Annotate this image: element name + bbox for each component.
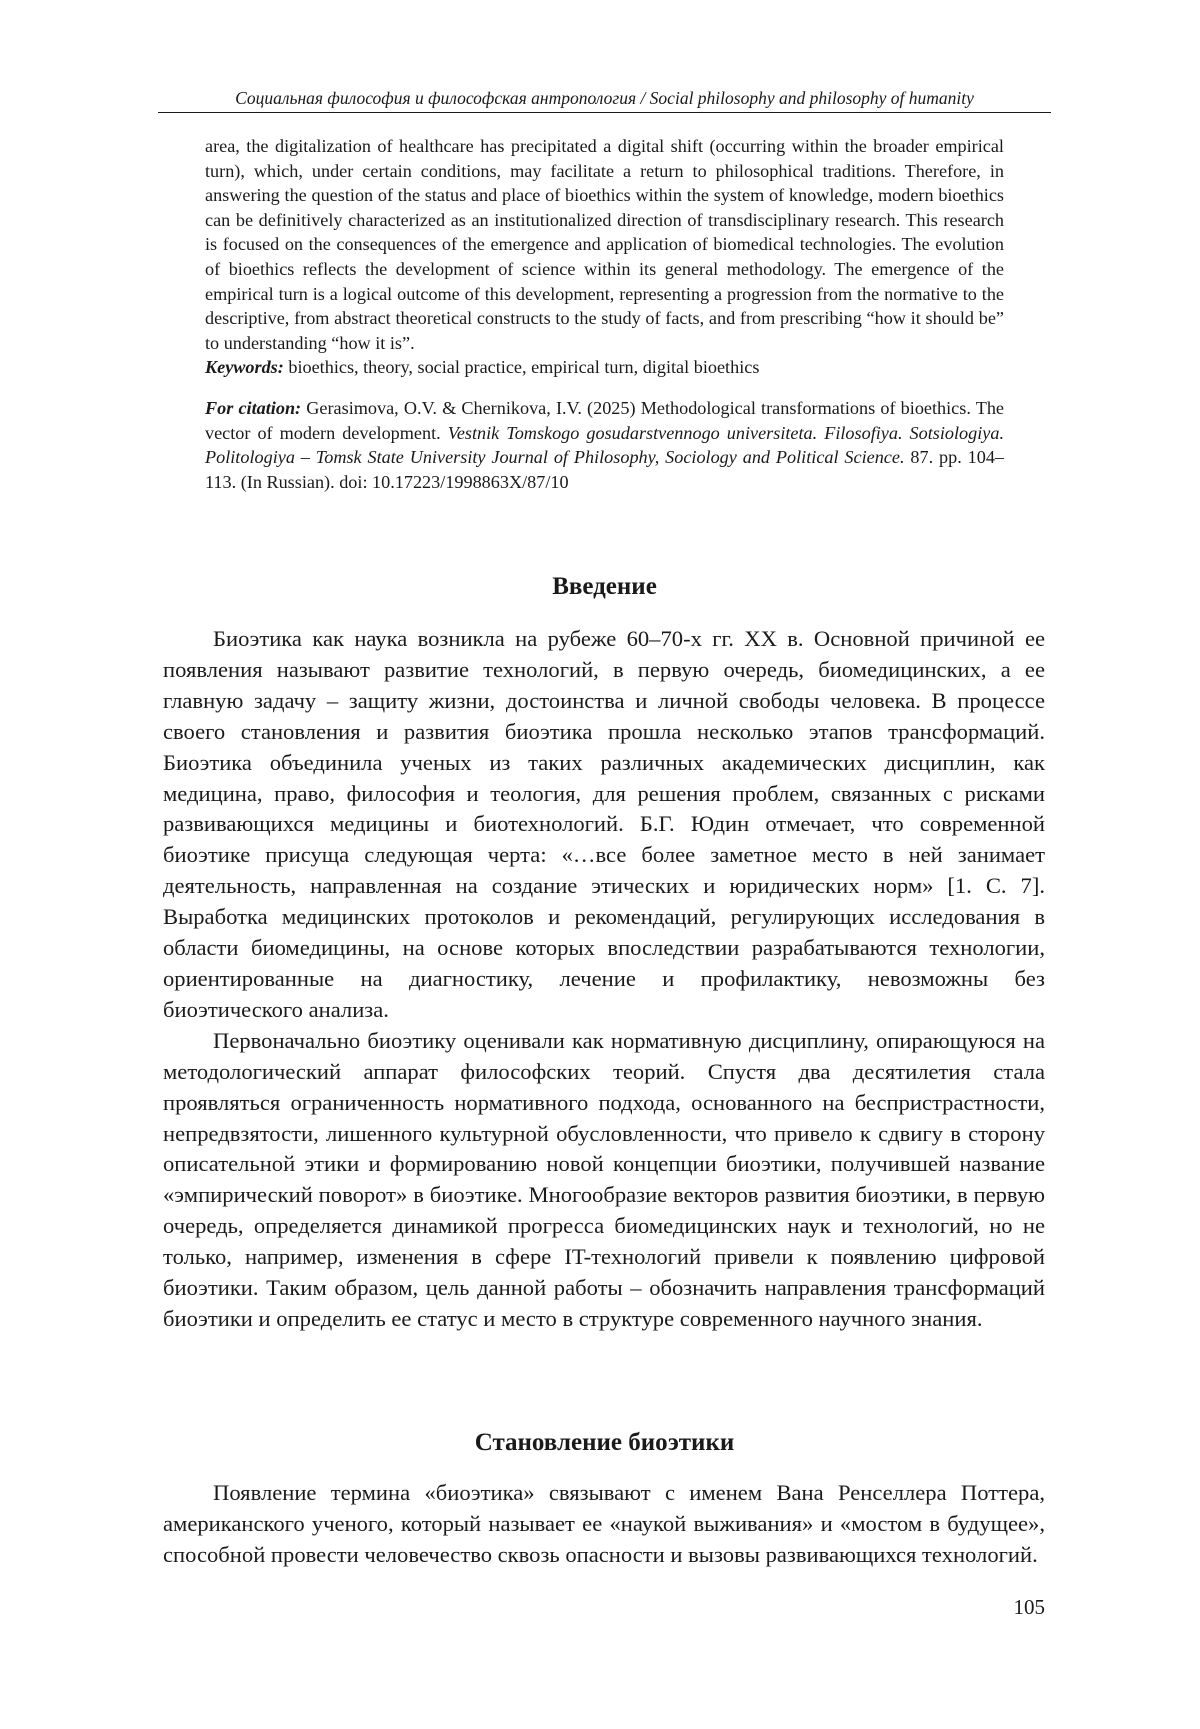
keywords-label: Keywords:	[205, 357, 284, 378]
citation-details: 87. pp. 104–113. (In Russian). doi: 10.17223/1998863X/87/10	[205, 447, 1005, 492]
keywords-line	[205, 355, 1004, 380]
section-title-formation: Становление биоэтики	[474, 1429, 735, 1456]
body-paragraph: Первоначально биоэтику оценивали как нормативную дисциплину, опирающуюся на методологический аппарат философских теорий. Спустя два десятилетия стала проявляться ограниченность нормативного подхода, основанного на беспристрастности, непредвзятости, лишенного культурной обусловленности, что привело к сдвигу в сторону описательной этики и формированию новой концепции биоэтики, получившей название «эмпирический поворот» в биоэтике. Многообразие векторов развития биоэтики, в первую очередь, определяется динамикой прогресса биомедицинских наук и технологий, но не только, например, изменения в сфере IT-технологий привели к появлению цифровой биоэтики. Таким образом, цель данной работы – обозначить направления трансформаций биоэтики и определить ее статус и место в структуре современного научного знания.	[163, 1027, 1045, 1331]
body-paragraph: Появление термина «биоэтика» связывают с именем Вана Ренселлера Поттера, американского ученого, который называет ее «наукой выживания» и «мостом в будущее», способной провести человечество сквозь опасности и вызовы развивающихся технологий.	[163, 1480, 1045, 1567]
page-number: 105	[1013, 1595, 1045, 1619]
header-rule	[158, 112, 1051, 113]
keywords-list: bioethics, theory, social practice, empirical turn, digital bioethics	[288, 357, 760, 378]
citation-journal: Vestnik Tomskogo gosudarstvennogo universiteta. Filosofiya. Sotsiologiya. Politologiya – Tomsk State University Journal of Philosophy, Sociology and Political Science.	[205, 422, 1005, 468]
formation-body	[163, 1478, 1045, 1571]
citation-label: For citation:	[205, 397, 302, 418]
citation	[205, 396, 1004, 494]
running-header: Социальная философия и философская антропология / Social philosophy and philosophy of humanity	[235, 88, 974, 108]
introduction-body	[163, 624, 1045, 1335]
abstract-text: area, the digitalization of healthcare has precipitated a digital shift (occurring within the broader empirical turn), which, under certain conditions, may facilitate a return to philosophical traditions. Therefore, in answering the question of the status and place of bioethics within the system of knowledge, modern bioethics can be definitively characterized as an institutionalized direction of transdisciplinary research. This research is focused on the consequences of the emergence and application of biomedical technologies. The evolution of bioethics reflects the development of science within its general methodology. The emergence of the empirical turn is a logical outcome of this development, representing a progression from the normative to the descriptive, from abstract theoretical constructs to the study of facts, and from prescribing “how it should be” to understanding “how it is”.	[205, 136, 1004, 353]
section-title-introduction: Введение	[552, 573, 657, 600]
abstract-block	[205, 134, 1004, 494]
body-paragraph: Биоэтика как наука возникла на рубеже 60–70-х гг. XX в. Основной причиной ее появления называют развитие технологий, в первую очередь, биомедицинских, а ее главную задачу – защиту жизни, достоинства и личной свободы человека. В процессе своего становления и развития биоэтика прошла несколько этапов трансформаций. Биоэтика объединила ученых из таких различных академических дисциплин, как медицина, право, философия и теология, для решения проблем, связанных с рисками развивающихся медицины и биотехнологий. Б.Г. Юдин отмечает, что современной биоэтике присуща следующая черта: «…все более заметное место в ней занимает деятельность, направленная на создание этических и юридических норм» [1. С. 7]. Выработка медицинских протоколов и рекомендаций, регулирующих исследования в области биомедицины, на основе которых впоследствии разрабатываются технологии, ориентированные на диагностику, лечение и профилактику, невозможны без биоэтического анализа.	[163, 626, 1045, 1022]
citation-authors-title: Gerasimova, O.V. & Chernikova, I.V. (2025) Methodological transformations of bioethics. The vector of modern development.	[205, 397, 1004, 443]
